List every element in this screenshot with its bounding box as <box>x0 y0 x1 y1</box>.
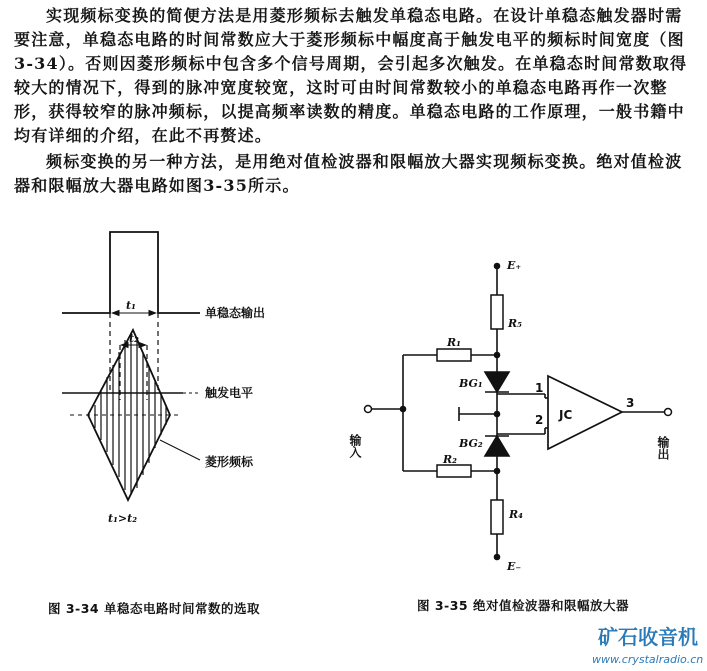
diamond-marker-label: 菱形频标 <box>205 455 254 469</box>
r1-resistor <box>437 349 471 361</box>
bg2-label: BG₂ <box>459 437 483 450</box>
input-terminal <box>365 406 372 413</box>
r5-label: R₅ <box>508 317 522 330</box>
input-label: 输入 <box>348 434 362 458</box>
pin-2-label: 2 <box>535 413 544 427</box>
r1-label: R₁ <box>447 336 461 349</box>
trigger-level-label: 触发电平 <box>205 386 254 400</box>
pin-1-label: 1 <box>535 381 544 395</box>
t2-label: t₂ <box>129 332 139 345</box>
r2-resistor <box>437 465 471 477</box>
r4-label: R₄ <box>509 508 523 521</box>
r5-resistor <box>491 295 503 329</box>
output-terminal <box>665 409 672 416</box>
output-label: 输出 <box>656 436 670 460</box>
e-minus-terminal <box>495 555 500 560</box>
watermark-url: www.crystalradio.cn <box>592 653 704 666</box>
pin-3-label: 3 <box>626 396 635 410</box>
e-plus-terminal <box>495 264 500 269</box>
e-plus-label: E₊ <box>507 259 522 272</box>
r2-label: R₂ <box>443 453 457 466</box>
t1-gt-t2-label: t₁>t₂ <box>108 512 138 525</box>
fig35-caption: 图 3-35 绝对值检波器和限幅放大器 <box>417 598 629 613</box>
watermark-name: 矿石收音机 <box>598 625 698 649</box>
bg2-diode <box>485 436 509 456</box>
ic-label: JC <box>559 408 573 422</box>
e-minus-label: E₋ <box>507 560 522 573</box>
watermark-logo <box>592 625 703 666</box>
fig34-caption: 图 3-34 单稳态电路时间常数的选取 <box>48 601 260 616</box>
monostable-output-label: 单稳态输出 <box>205 306 266 320</box>
paragraph-1: 实现频标变换的简便方法是用菱形频标去触发单稳态电路。在设计单稳态触发器时需要注意，单稳态电路的时间常数应大于菱形频标中幅度高于触发电平的频标时间宽度（图3-34）。否则因菱形频标中包含多个信号周期，会引起多次触发。在单稳态时间常数取得较大的情况下，得到的脉冲宽度较宽，这时可由时间常数较小的单稳态电路再作一次整形，获得较窄的脉冲频标，以提高频率读数的精度。单稳态电路的工作原理，一般书籍中均有详细的介绍，在此不再赘述。 <box>14 6 688 145</box>
figure-3-34 <box>62 232 200 500</box>
bg1-diode <box>485 372 509 392</box>
r4-resistor <box>491 500 503 534</box>
t1-label: t₁ <box>126 299 136 312</box>
bg1-label: BG₁ <box>459 377 483 390</box>
paragraph-2: 频标变换的另一种方法，是用绝对值检波器和限幅放大器实现频标变换。绝对值检波器和限幅放大器电路如图3-35所示。 <box>14 152 683 195</box>
